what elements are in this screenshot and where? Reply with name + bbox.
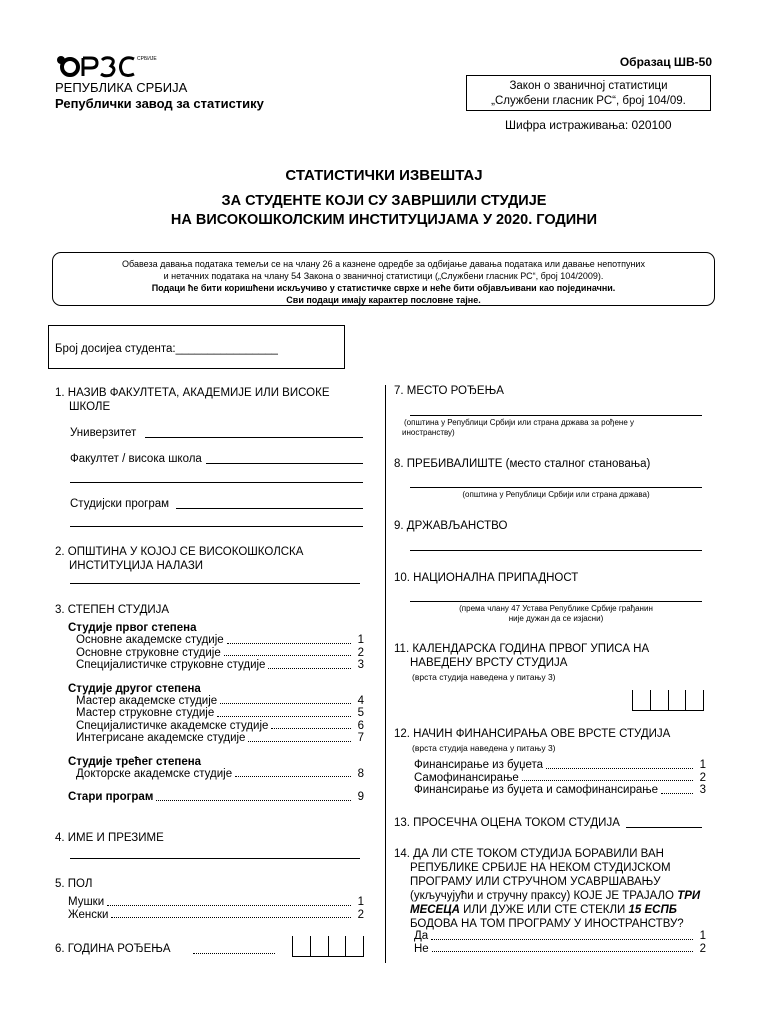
nationality-input[interactable]: [410, 601, 702, 602]
q10-note-line-1: (према члану 47 Устава Републике Србије грађанин: [459, 604, 653, 613]
q2-title-line-1: 2. ОПШТИНА У КОЈОЈ СЕ ВИСОКОШКОЛСКА: [55, 546, 304, 558]
q10-note: [410, 604, 702, 624]
q11-title-line-2: НАВЕДЕНУ ВРСТУ СТУДИЈА: [410, 657, 568, 669]
notice-line-2: и нетачних података на члану 54 Закона о званичној статистици („Службени гласник РС“, број 104/2009).: [163, 271, 604, 281]
q5-options: [68, 896, 364, 921]
option-9[interactable]: Стари програм 9: [68, 791, 364, 803]
option-4[interactable]: Мастер академске студије 4: [76, 694, 364, 707]
option-5[interactable]: Мастер струковне студије 5: [76, 707, 364, 719]
option-2[interactable]: Основне струковне студије 2: [76, 646, 364, 659]
average-grade-input[interactable]: [626, 827, 702, 828]
municipality-input[interactable]: [70, 583, 360, 584]
q3-title: 3. СТЕПЕН СТУДИЈА: [55, 604, 170, 616]
funding-budget[interactable]: Финансирање из буџета 1: [414, 759, 706, 771]
birthplace-input[interactable]: [410, 415, 702, 416]
page-subtitle: [0, 192, 768, 230]
q4-title: 4. ИМЕ И ПРЕЗИМЕ: [55, 832, 164, 844]
option-8[interactable]: Докторске академске студије 8: [76, 767, 364, 780]
q14-title: [394, 847, 714, 931]
q1-title: [55, 386, 329, 414]
first-enrollment-year-boxes[interactable]: [632, 690, 704, 711]
option-7[interactable]: Интегрисане академске студије 7: [76, 732, 364, 744]
legal-notice: [52, 252, 715, 306]
q2-title: [55, 545, 303, 573]
q8-note: (општина у Републици Србији или страна држава): [462, 490, 650, 499]
q11-title: [394, 642, 649, 670]
program-label: Студијски програм: [70, 498, 170, 510]
q7-note: [402, 418, 702, 438]
gender-female[interactable]: Женски 2: [68, 908, 364, 921]
column-divider: [385, 385, 386, 963]
q7-note-line-2: иностранству): [402, 428, 455, 437]
q10-note-line-2: није дужан да се изјасни): [508, 614, 604, 623]
q10-title: 10. НАЦИОНАЛНА ПРИПАДНОСТ: [394, 572, 579, 584]
group-first-degree: Студије првог степена: [68, 622, 197, 634]
q9-title: 9. ДРЖАВЉАНСТВО: [394, 520, 508, 532]
country-name: РЕПУБЛИКА СРБИЈА: [55, 80, 188, 95]
q5-title: 5. ПОЛ: [55, 878, 93, 890]
birth-year-dots: [193, 953, 275, 954]
q7-note-line-1: (општина у Републици Србији или страна држава за рођене у: [404, 418, 634, 427]
university-input[interactable]: [145, 437, 363, 438]
q1-title-line-1: 1. НАЗИВ ФАКУЛТЕТА, АКАДЕМИЈЕ ИЛИ ВИСОКЕ: [55, 387, 330, 399]
q12-note: (врста студија наведена у питању 3): [412, 743, 556, 753]
name-input[interactable]: [70, 858, 360, 859]
q12-title: 12. НАЧИН ФИНАНСИРАЊА ОВЕ ВРСТЕ СТУДИЈА: [394, 728, 671, 740]
institute-name: Републички завод за статистику: [55, 96, 264, 111]
law-line-1: Закон о званичној статистици: [509, 80, 668, 92]
subtitle-line-1: ЗА СТУДЕНТЕ КОЈИ СУ ЗАВРШИЛИ СТУДИЈЕ: [221, 193, 547, 209]
q14-line-3: ПРОГРАМУ ИЛИ СТРУЧНОМ УСАВРШАВАЊУ: [410, 876, 661, 888]
law-line-2: „Службени гласник РС“, број 104/09.: [491, 95, 686, 107]
q8-title: 8. ПРЕБИВАЛИШТЕ (место сталног становања): [394, 458, 651, 470]
program-input-line-2[interactable]: [70, 526, 363, 527]
group-second-degree: Студије другог степена: [68, 682, 201, 695]
q14-line-4: (укључујући и стручну праксу) КОЈЕ ЈЕ ТРАЈАЛО ТРИ: [410, 890, 701, 902]
residence-input[interactable]: [410, 487, 702, 488]
q6-title: 6. ГОДИНА РОЂЕЊА: [55, 943, 171, 955]
citizenship-input[interactable]: [410, 550, 702, 551]
q11-title-line-1: 11. КАЛЕНДАРСКА ГОДИНА ПРВОГ УПИСА НА: [394, 643, 650, 655]
q3-options: [68, 622, 364, 804]
option-6[interactable]: Специјалистичке академске студије 6: [76, 719, 364, 732]
survey-code: Шифра истраживања: 020100: [505, 118, 672, 132]
q14-options: [414, 930, 706, 955]
law-reference-box: [466, 75, 711, 111]
funding-mixed[interactable]: Финансирање из буџета и самофинансирање 3: [414, 784, 706, 796]
q7-title: 7. МЕСТО РОЂЕЊА: [394, 385, 504, 397]
abroad-yes[interactable]: Да 1: [414, 930, 706, 942]
q12-options: [414, 759, 706, 797]
program-input[interactable]: [176, 508, 363, 509]
subtitle-line-2: НА ВИСОКОШКОЛСКИМ ИНСТИТУЦИЈАМА У 2020. ГОДИНИ: [170, 212, 598, 228]
q1-title-line-2: ШКОЛЕ: [69, 401, 111, 413]
option-1[interactable]: Основне академске студије 1: [76, 634, 364, 646]
q11-note: (врста студија наведена у питању 3): [412, 672, 556, 682]
q14-line-2: РЕПУБЛИКЕ СРБИЈЕ НА НЕКОМ СТУДИЈСКОМ: [410, 862, 671, 874]
notice-line-4: Сви подаци имају карактер пословне тајне.: [286, 295, 481, 305]
notice-line-1: Обавеза давања података темељи се на члану 26 а казнене одредбе за одбијање давања података или давање непотпуних: [122, 259, 645, 269]
birth-year-boxes[interactable]: [292, 936, 364, 957]
faculty-input[interactable]: [206, 463, 363, 464]
notice-line-3: Подаци ће бити коришћени искључиво у статистичке сврхе и неће бити објављивани као појединачни.: [151, 283, 616, 293]
funding-self[interactable]: Самофинансирање 2: [414, 771, 706, 784]
q14-line-6: БОДОВА НА ТОМ ПРОГРАМУ У ИНОСТРАНСТВУ?: [410, 918, 684, 930]
page-title: СТАТИСТИЧКИ ИЗВЕШТАЈ: [285, 167, 483, 184]
q14-line-5: МЕСЕЦА ИЛИ ДУЖЕ ИЛИ СТЕ СТЕКЛИ 15 ЕСПБ: [410, 904, 677, 916]
q13-title: 13. ПРОСЕЧНА ОЦЕНА ТОКОМ СТУДИЈА: [394, 817, 620, 829]
option-3[interactable]: Специјалистичке струковне студије 3: [76, 659, 364, 671]
form-code: Образац ШВ-50: [619, 55, 712, 69]
q2-title-line-2: ИНСТИТУЦИЈА НАЛАЗИ: [69, 560, 204, 572]
svg-text:СРБИЈЕ: СРБИЈЕ: [137, 56, 157, 62]
faculty-input-line-2[interactable]: [70, 482, 363, 483]
faculty-label: Факултет / висока школа: [70, 453, 202, 465]
gender-male[interactable]: Мушки 1: [68, 896, 364, 908]
dossier-number-field[interactable]: Број досијеа студента:________________: [48, 325, 345, 369]
group-third-degree: Студије трећег степена: [68, 755, 202, 768]
abroad-no[interactable]: Не 2: [414, 942, 706, 955]
q14-line-1: 14. ДА ЛИ СТЕ ТОКОМ СТУДИЈА БОРАВИЛИ ВАН: [394, 848, 664, 860]
university-label: Универзитет: [70, 427, 137, 439]
rzs-logo: [53, 50, 163, 80]
